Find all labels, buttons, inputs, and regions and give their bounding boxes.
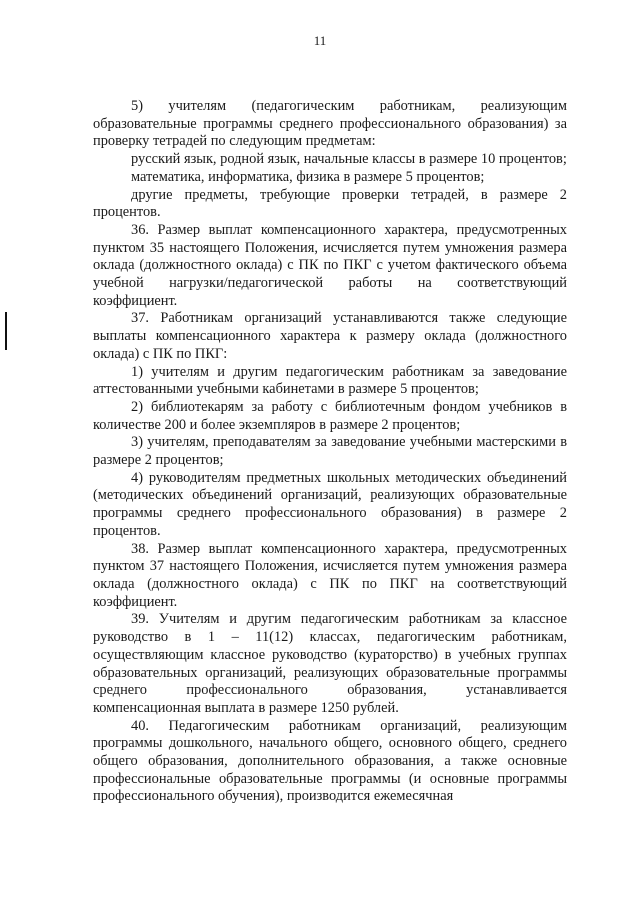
margin-mark [5,312,7,350]
paragraph-37-item-2: 2) библиотекарям за работу с библиотечным фондом учебников в количестве 200 и более экземпляров в размере 2 процентов; [93,398,567,433]
paragraph-russian-language: русский язык, родной язык, начальные классы в размере 10 процентов; [131,151,567,168]
paragraph-39: 39. Учителям и другим педагогическим работникам за классное руководство в 1 – 11(12) классах, педагогическим работникам, осуществляющим классное руководство (кураторство) в учебных группах образовательных организаций, реализующих образовательные программы среднего профессионального образования, устанавливается компенсационная выплата в размере 1250 рублей. [93,611,567,716]
document-body [93,98,567,806]
paragraph-36: 36. Размер выплат компенсационного характера, предусмотренных пунктом 35 настоящего Положения, исчисляется путем умножения размера оклада (должностного оклада) с ПК по ПКГ с учетом фактического объема учебной нагрузки/педагогической работы на соответствующий коэффициент. [93,221,567,309]
paragraph-37-item-4: 4) руководителям предметных школьных методических объединений (методических объединений организаций, реализующих образовательные программы среднего профессионального образования) в размере 2 процентов. [93,469,567,539]
paragraph-math: математика, информатика, физика в размере 5 процентов; [131,168,485,185]
paragraph-40: 40. Педагогическим работникам организаций, реализующим программы дошкольного, начального общего, основного общего, среднего общего образования, дополнительного образования, а также основные профессиональные образовательные программы (и основные программы профессионального обучения), производится ежемесячная [93,717,567,805]
page-number: 11 [313,33,327,48]
paragraph-other-subjects: другие предметы, требующие проверки тетрадей, в размере 2 процентов. [93,186,567,221]
paragraph-37: 37. Работникам организаций устанавливаются также следующие выплаты компенсационного характера к размеру оклада (должностного оклада) с ПК по ПКГ: [93,310,567,362]
paragraph-37-item-3: 3) учителям, преподавателям за заведование учебными мастерскими в размере 2 процентов; [93,434,567,469]
paragraph-38: 38. Размер выплат компенсационного характера, предусмотренных пунктом 37 настоящего Положения, исчисляется путем умножения размера оклада (должностного оклада) с ПК по ПКГ на соответствующий коэффициент. [93,540,567,610]
paragraph-5-notebooks: 5) учителям (педагогическим работникам, реализующим образовательные программы среднего профессионального образования) за проверку тетрадей по следующим предметам: [93,98,567,150]
paragraph-37-item-1: 1) учителям и другим педагогическим работникам за заведование аттестованными учебными кабинетами в размере 5 процентов; [93,363,567,398]
